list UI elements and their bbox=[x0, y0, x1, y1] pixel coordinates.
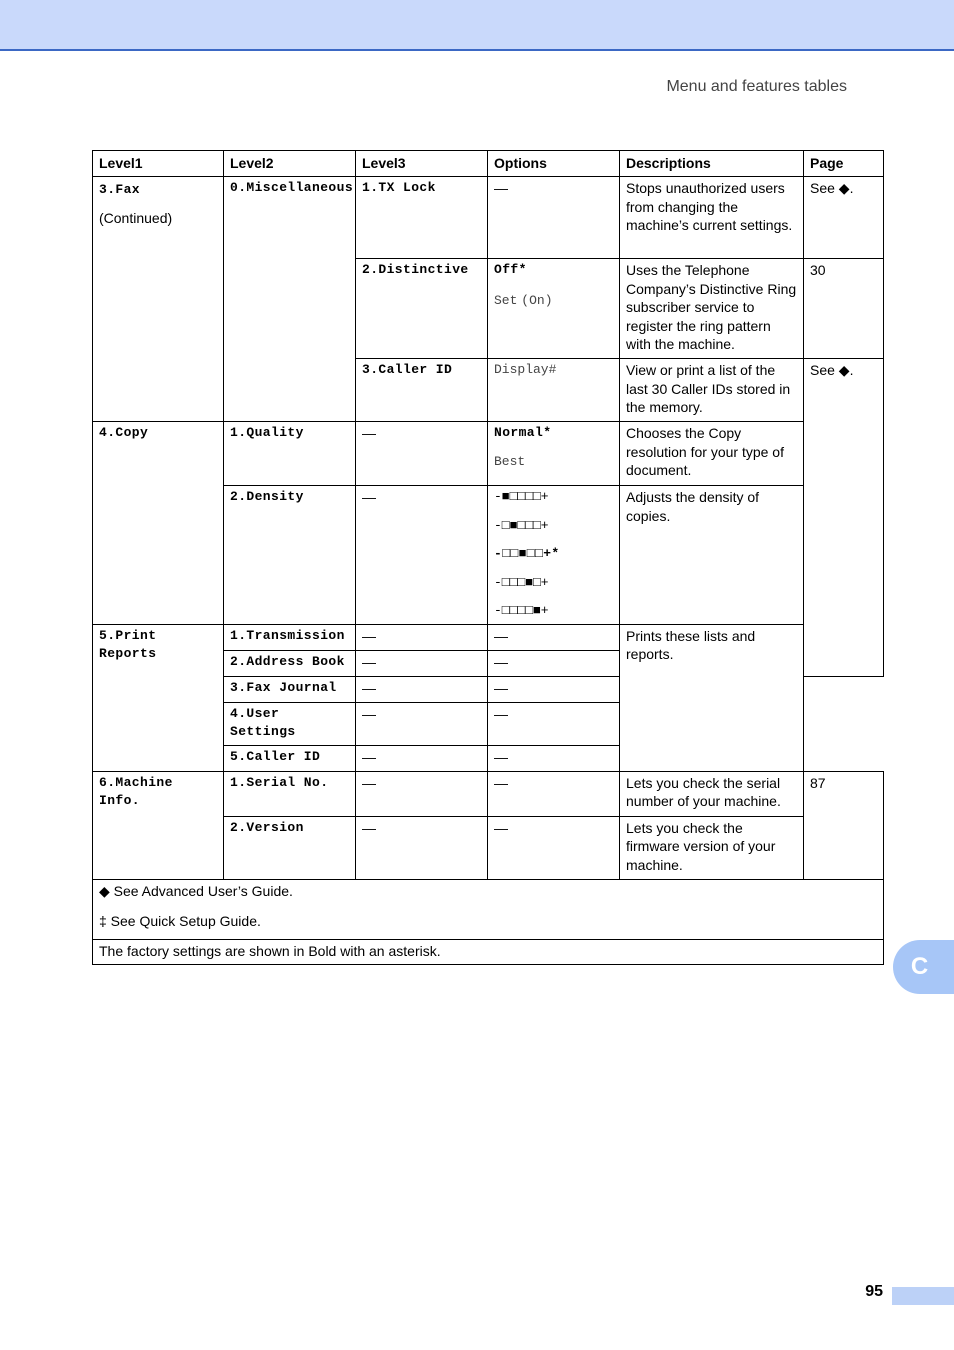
level1-copy: 4.Copy bbox=[93, 422, 224, 625]
density-option-3-default: -□□■□□+* bbox=[494, 546, 560, 561]
density-option-4: -□□□■□+ bbox=[494, 574, 549, 590]
note-quick-setup-guide: ‡ See Quick Setup Guide. bbox=[99, 912, 261, 929]
page-machine-info: 87 bbox=[804, 771, 884, 879]
options-distinctive bbox=[488, 259, 620, 359]
level3-density: — bbox=[356, 486, 488, 625]
option-caller-id-report: — bbox=[488, 745, 620, 771]
description-density: Adjusts the density of copies. bbox=[620, 486, 804, 625]
level3-caller-id: 3.Caller ID bbox=[356, 359, 488, 422]
level1-fax: 3.Fax bbox=[99, 182, 141, 197]
level3-caller-id-report: — bbox=[356, 745, 488, 771]
factory-note-row bbox=[93, 939, 884, 964]
option-version: — bbox=[488, 816, 620, 879]
level2-serial-no: 1.Serial No. bbox=[224, 771, 356, 816]
option-off-default: Off* bbox=[494, 262, 527, 277]
level3-address-book: — bbox=[356, 650, 488, 676]
level3-transmission: — bbox=[356, 624, 488, 650]
guide-notes bbox=[93, 879, 884, 939]
options-density bbox=[488, 486, 620, 625]
density-option-1: -■□□□□+ bbox=[494, 489, 549, 504]
option-address-book: — bbox=[488, 650, 620, 676]
running-title: Menu and features tables bbox=[666, 78, 847, 95]
page-distinctive: 30 bbox=[804, 259, 884, 359]
level2-fax-journal: 3.Fax Journal bbox=[224, 676, 356, 702]
density-option-5: -□□□□■+ bbox=[494, 603, 549, 618]
option-transmission: — bbox=[488, 624, 620, 650]
col-header-level1: Level1 bbox=[93, 151, 224, 177]
note-advanced-guide: ◆ See Advanced User’s Guide. bbox=[99, 882, 293, 899]
level2-version: 2.Version bbox=[224, 816, 356, 879]
option-fax-journal: — bbox=[488, 676, 620, 702]
page-number-bar bbox=[892, 1287, 954, 1305]
level2-address-book: 2.Address Book bbox=[224, 650, 356, 676]
option-serial-no: — bbox=[488, 771, 620, 816]
level1-fax-cell bbox=[93, 177, 224, 422]
level1-machine-info: 6.Machine Info. bbox=[93, 771, 224, 879]
option-user-settings: — bbox=[488, 702, 620, 745]
level3-quality: — bbox=[356, 422, 488, 486]
page-caller-id-see: See ◆. bbox=[804, 359, 884, 677]
description-tx-lock: Stops unauthorized users from changing the machine’s current settings. bbox=[620, 177, 804, 259]
col-header-level3: Level3 bbox=[356, 151, 488, 177]
option-tx-lock: — bbox=[488, 177, 620, 259]
table-header-row bbox=[93, 151, 884, 177]
table-row bbox=[93, 624, 884, 650]
col-header-descriptions: Descriptions bbox=[620, 151, 804, 177]
level2-miscellaneous: 0.Miscellaneous bbox=[224, 177, 356, 422]
level3-fax-journal: — bbox=[356, 676, 488, 702]
level2-user-settings: 4.User Settings bbox=[224, 702, 356, 745]
level2-quality: 1.Quality bbox=[224, 422, 356, 486]
level1-print-reports: 5.Print Reports bbox=[93, 624, 224, 771]
menu-features-table bbox=[92, 150, 884, 965]
description-quality: Chooses the Copy resolution for your type of document. bbox=[620, 422, 804, 486]
appendix-c-tab bbox=[893, 940, 954, 994]
option-best: Best bbox=[494, 453, 526, 469]
options-quality bbox=[488, 422, 620, 486]
page-tx-lock: See ◆. bbox=[804, 177, 884, 259]
col-header-level2: Level2 bbox=[224, 151, 356, 177]
density-option-2: -□■□□□+ bbox=[494, 517, 549, 533]
level2-density: 2.Density bbox=[224, 486, 356, 625]
level3-version: — bbox=[356, 816, 488, 879]
col-header-page: Page bbox=[804, 151, 884, 177]
description-serial-no: Lets you check the serial number of your machine. bbox=[620, 771, 804, 816]
header-band bbox=[0, 0, 954, 51]
level3-tx-lock: 1.TX Lock bbox=[356, 177, 488, 259]
level3-serial-no: — bbox=[356, 771, 488, 816]
table-row bbox=[93, 771, 884, 816]
description-print-reports: Prints these lists and reports. bbox=[620, 624, 804, 771]
description-version: Lets you check the firmware version of your machine. bbox=[620, 816, 804, 879]
col-header-options: Options bbox=[488, 151, 620, 177]
page-number: 95 bbox=[865, 1283, 883, 1300]
table-row bbox=[93, 177, 884, 259]
option-normal-default: Normal* bbox=[494, 425, 552, 440]
table-row bbox=[93, 422, 884, 486]
description-distinctive: Uses the Telephone Company’s Distinctive Ring subscriber service to register the ring pattern with the machine. bbox=[620, 259, 804, 359]
level2-transmission: 1.Transmission bbox=[224, 624, 356, 650]
note-factory-settings: The factory settings are shown in Bold with an asterisk. bbox=[93, 939, 884, 964]
level3-user-settings: — bbox=[356, 702, 488, 745]
level2-caller-id-report: 5.Caller ID bbox=[224, 745, 356, 771]
level3-distinctive: 2.Distinctive bbox=[356, 259, 488, 359]
description-caller-id: View or print a list of the last 30 Caller IDs stored in the memory. bbox=[620, 359, 804, 422]
notes-row bbox=[93, 879, 884, 939]
appendix-c-label: C bbox=[910, 953, 929, 980]
option-set-on: Set (On) bbox=[494, 292, 553, 308]
option-display: Display# bbox=[488, 359, 620, 422]
continued-label: (Continued) bbox=[99, 209, 173, 226]
